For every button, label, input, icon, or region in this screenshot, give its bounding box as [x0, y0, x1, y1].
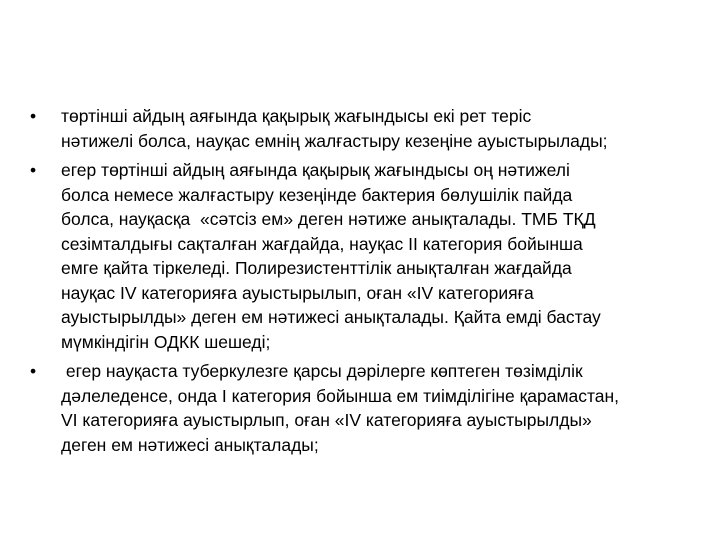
bullet-2-line-5: емге қайта тіркеледі. Полирезистенттілік анықталған жағдайда: [61, 258, 572, 278]
bullet-list: [30, 104, 680, 462]
bullet-marker: •: [30, 160, 37, 180]
bullet-3-line-2: дәлеледенсе, онда I категория бойынша ем тиімділігіне қарамастан,: [61, 385, 620, 406]
bullet-item-3: [30, 359, 680, 457]
bullet-2-line-2: болса немесе жалғастыру кезеңінде бактерия бөлушілік пайда: [61, 184, 573, 205]
bullet-3-line-4: деген ем нәтижесі анықталады;: [61, 434, 319, 455]
bullet-item-1: [30, 104, 680, 153]
bullet-1-line-1: төртінші айдың аяғында қақырық жағындысы екі рет теріс: [61, 106, 532, 126]
bullet-1-line-2: нәтижелі болса, науқас емнің жалғастыру кезеңіне ауыстырылады;: [61, 130, 608, 151]
bullet-item-2: [30, 158, 680, 354]
bullet-marker: •: [30, 106, 37, 126]
bullet-3-line-3: VI категорияға ауыстырлып, оған «IV категорияға ауыстырылды»: [61, 410, 592, 430]
bullet-2-line-7: ауыстырылды» деген ем нәтижесі анықталады. Қайта емді бастау: [61, 307, 601, 327]
bullet-2-line-8: мүмкіндігін ОДКК шешеді;: [61, 331, 271, 352]
bullet-marker: •: [30, 361, 37, 381]
bullet-2-line-3: болса, науқасқа «сәтсіз ем» деген нәтиже анықталады. ТМБ ТҚД: [61, 209, 596, 229]
bullet-2-line-1: егер төртінші айдың аяғында қақырық жағындысы оң нәтижелі: [61, 160, 570, 180]
bullet-3-line-1: егер науқаста туберкулезге қарсы дәрілерге көптеген төзімділік: [61, 361, 583, 381]
bullet-2-line-4: сезімталдығы сақталған жағдайда, науқас II категория бойынша: [61, 233, 583, 254]
bullet-2-line-6: науқас IV категорияға ауыстырылып, оған «IV категорияға: [61, 282, 534, 303]
